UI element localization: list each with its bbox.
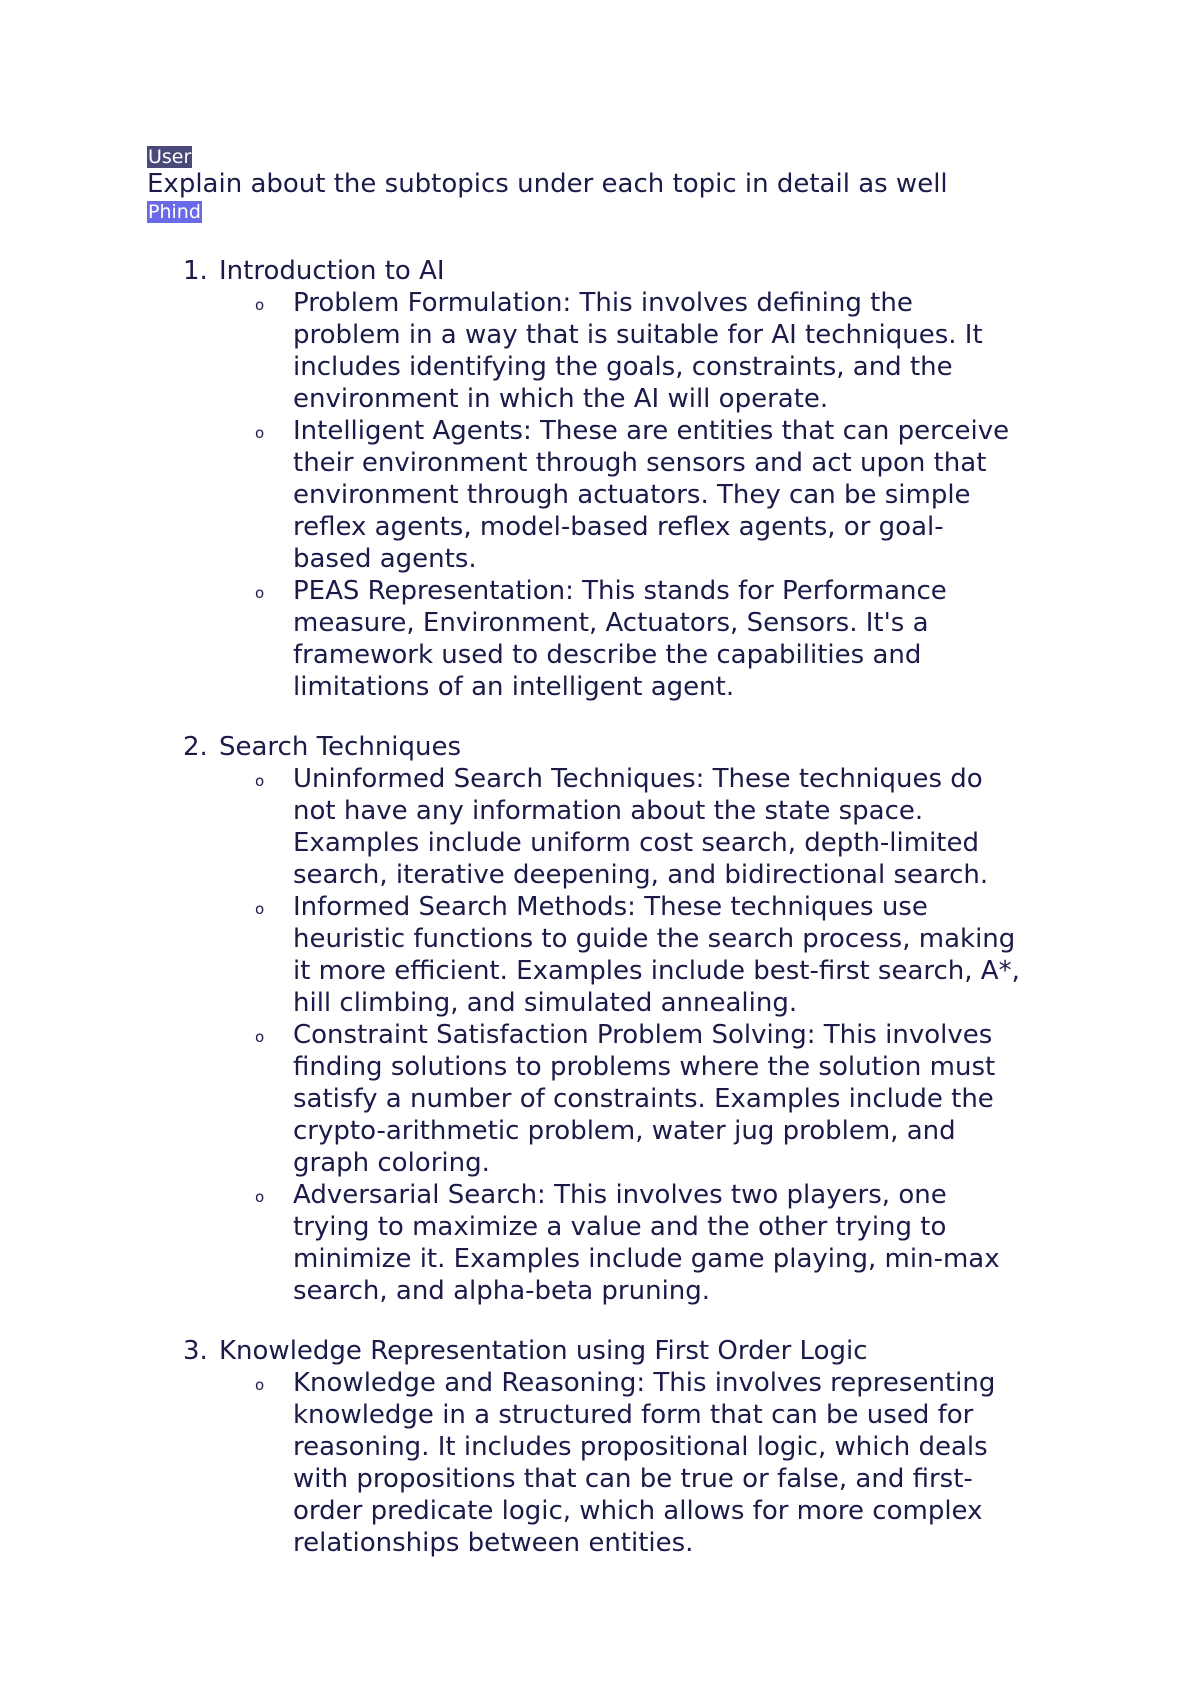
- user-speaker-label: User: [148, 146, 192, 168]
- subtopic-text-line: Informed Search Methods: These techniques use: [293, 892, 928, 922]
- subtopic-text-line: finding solutions to problems where the solution must: [293, 1052, 996, 1082]
- subtopic-text-line: Adversarial Search: This involves two players, one: [293, 1180, 947, 1210]
- subtopic-text-line: Intelligent Agents: These are entities that can perceive: [293, 416, 1010, 446]
- subtopic-text-line: graph coloring.: [293, 1148, 490, 1178]
- bullet-icon: o: [255, 772, 265, 790]
- topic-title: Search Techniques: [219, 732, 462, 762]
- assistant-speaker-label: Phind: [148, 201, 201, 223]
- subtopic-text-line: problem in a way that is suitable for AI techniques. It: [293, 320, 983, 350]
- subtopic-text-line: PEAS Representation: This stands for Performance: [293, 576, 947, 606]
- topic-number: 1.: [183, 256, 208, 286]
- subtopic-text-line: trying to maximize a value and the other trying to: [293, 1212, 947, 1242]
- subtopic-text-line: satisfy a number of constraints. Examples include the: [293, 1084, 994, 1114]
- subtopic-text-line: environment through actuators. They can be simple: [293, 480, 971, 510]
- subtopic-text-line: environment in which the AI will operate.: [293, 384, 829, 414]
- subtopic-text-line: includes identifying the goals, constraints, and the: [293, 352, 953, 382]
- bullet-icon: o: [255, 584, 265, 602]
- subtopic-text-line: their environment through sensors and act upon that: [293, 448, 987, 478]
- subtopic-text-line: hill climbing, and simulated annealing.: [293, 988, 798, 1018]
- subtopic-text-line: reflex agents, model-based reflex agents, or goal-: [293, 512, 944, 542]
- subtopic-text-line: Examples include uniform cost search, depth-limited: [293, 828, 979, 858]
- subtopic-text-line: Uninformed Search Techniques: These techniques do: [293, 764, 983, 794]
- subtopic-text-line: measure, Environment, Actuators, Sensors. It's a: [293, 608, 929, 638]
- bullet-icon: o: [255, 1028, 265, 1046]
- bullet-icon: o: [255, 296, 265, 314]
- subtopic-text-line: minimize it. Examples include game playing, min-max: [293, 1244, 1000, 1274]
- subtopic-text-line: Knowledge and Reasoning: This involves representing: [293, 1368, 996, 1398]
- subtopic-text-line: Problem Formulation: This involves defining the: [293, 288, 913, 318]
- subtopic-text-line: Constraint Satisfaction Problem Solving: This involves: [293, 1020, 993, 1050]
- topic-title: Knowledge Representation using First Order Logic: [219, 1336, 868, 1366]
- subtopic-text-line: knowledge in a structured form that can be used for: [293, 1400, 974, 1430]
- topic-number: 3.: [183, 1336, 208, 1366]
- subtopic-text-line: not have any information about the state space.: [293, 796, 924, 826]
- subtopic-text-line: reasoning. It includes propositional logic, which deals: [293, 1432, 988, 1462]
- bullet-icon: o: [255, 1376, 265, 1394]
- topic-heading: [183, 1335, 868, 1367]
- bullet-icon: o: [255, 900, 265, 918]
- subtopic-text-line: with propositions that can be true or false, and first-: [293, 1464, 973, 1494]
- subtopic-text-line: order predicate logic, which allows for more complex: [293, 1496, 983, 1526]
- subtopic-text-line: crypto-arithmetic problem, water jug problem, and: [293, 1116, 956, 1146]
- topic-number: 2.: [183, 732, 208, 762]
- subtopic-text-line: search, iterative deepening, and bidirectional search.: [293, 860, 989, 890]
- subtopic-text-line: limitations of an intelligent agent.: [293, 672, 735, 702]
- user-prompt: Explain about the subtopics under each topic in detail as well: [147, 169, 948, 199]
- subtopic-text-line: based agents.: [293, 544, 477, 574]
- subtopic-text-line: framework used to describe the capabilities and: [293, 640, 922, 670]
- bullet-icon: o: [255, 1188, 265, 1206]
- subtopic-text-line: heuristic functions to guide the search process, making: [293, 924, 1016, 954]
- subtopic-text-line: search, and alpha-beta pruning.: [293, 1276, 711, 1306]
- topic-heading: [183, 731, 461, 763]
- topic-title: Introduction to AI: [219, 256, 445, 286]
- topic-heading: [183, 255, 445, 287]
- subtopic-text-line: it more efficient. Examples include best-first search, A*,: [293, 956, 1020, 986]
- bullet-icon: o: [255, 424, 265, 442]
- subtopic-text-line: relationships between entities.: [293, 1528, 694, 1558]
